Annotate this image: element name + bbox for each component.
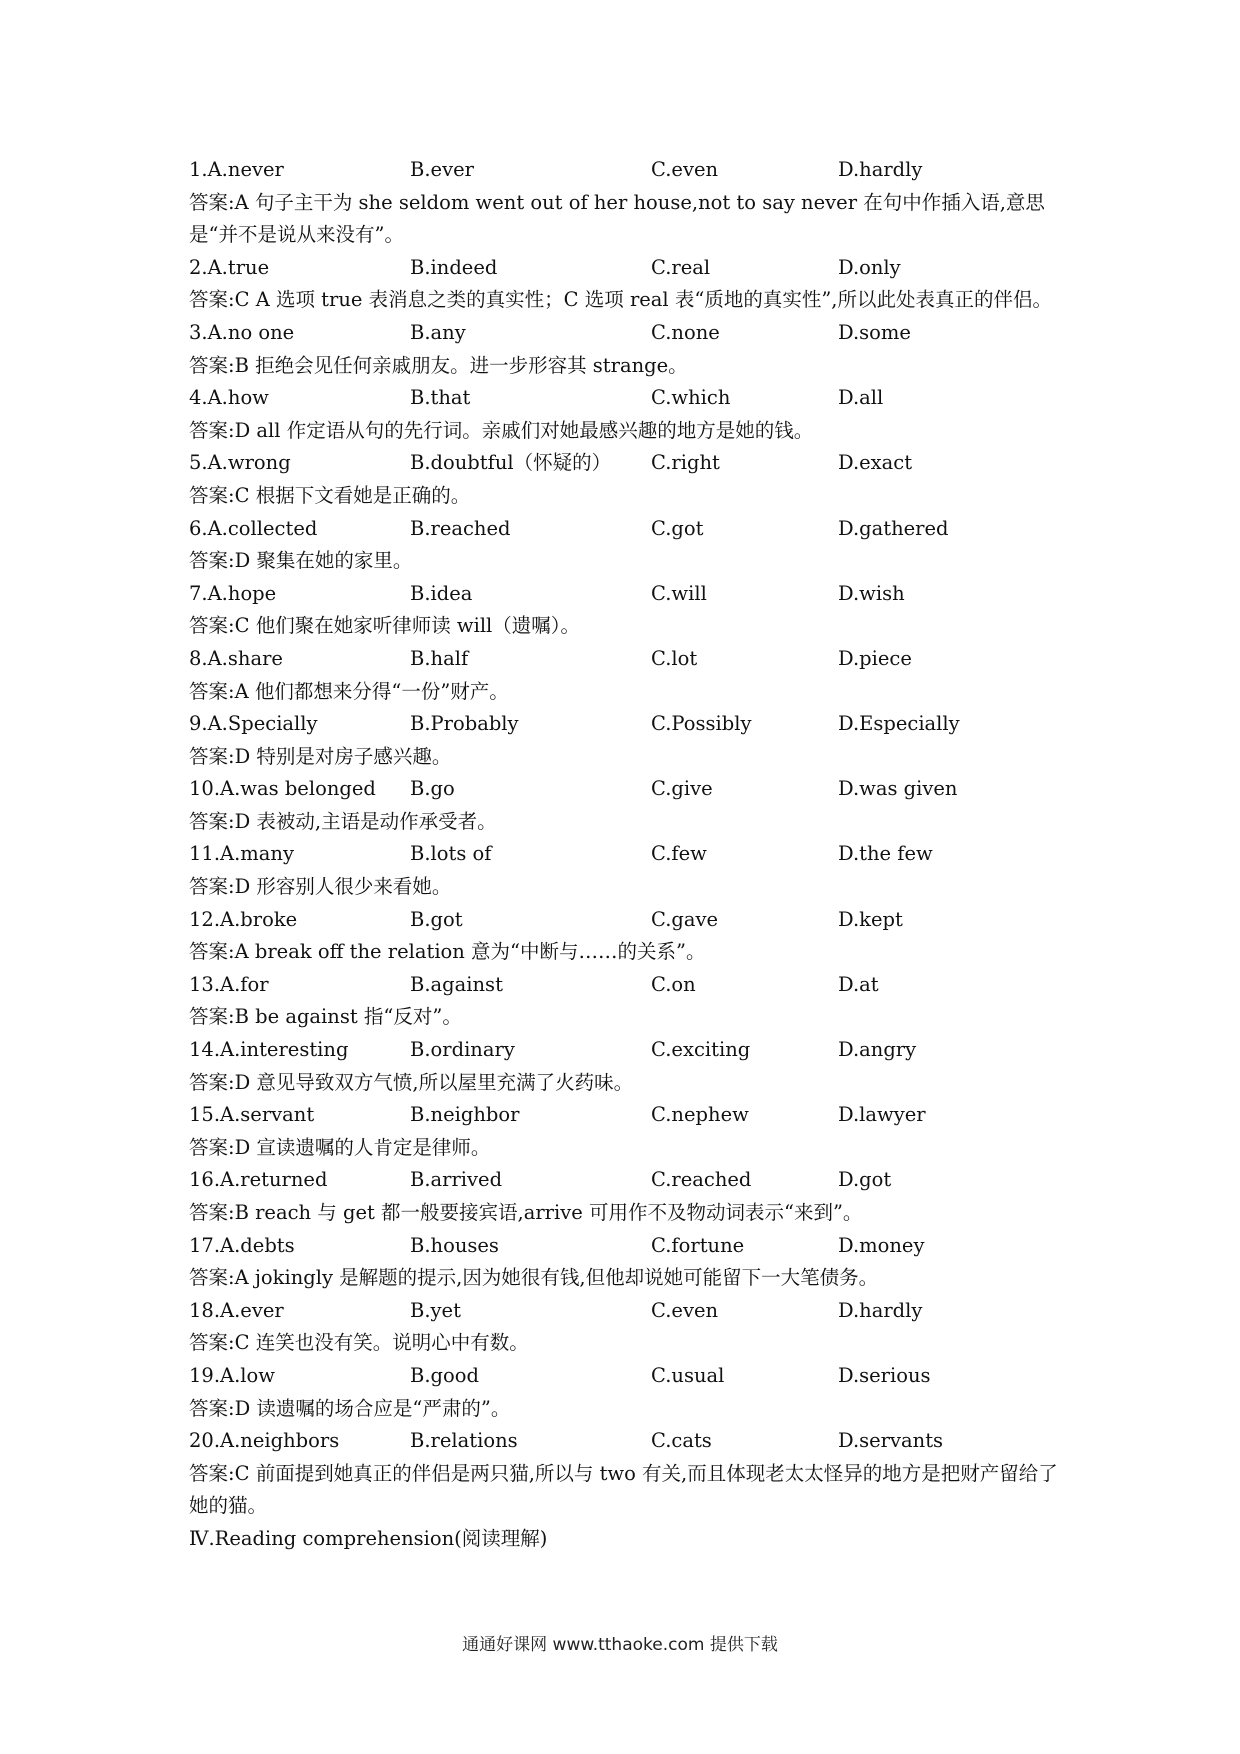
answer-explanation: 答案:C 连笑也没有笑。说明心中有数。 [189, 1331, 529, 1355]
option-a: 15.A.servant [189, 1103, 315, 1127]
option-a: 13.A.for [189, 972, 269, 996]
answer-explanation: 答案:C 根据下文看她是正确的。 [189, 483, 471, 507]
options-row [189, 252, 1069, 285]
options-row [189, 1099, 1069, 1132]
option-c: C.usual [651, 1363, 725, 1387]
option-a: 10.A.was belonged [189, 777, 376, 801]
options-row [189, 904, 1069, 937]
options-row [189, 1360, 1069, 1393]
question-list [189, 154, 1069, 1523]
option-a: 3.A.no one [189, 320, 295, 344]
answer-explanation: 答案:D all 作定语从句的先行词。亲戚们对她最感兴趣的地方是她的钱。 [189, 418, 814, 442]
option-a: 14.A.interesting [189, 1038, 349, 1062]
option-b: B.go [410, 777, 455, 801]
option-d: D.lawyer [838, 1103, 926, 1127]
option-d: D.was given [838, 777, 958, 801]
question-block [189, 513, 1069, 578]
document-body [189, 154, 1069, 1556]
option-a: 12.A.broke [189, 907, 298, 931]
option-c: C.got [651, 516, 704, 540]
page-footer: 通通好课网 www.tthaoke.com 提供下载 [462, 1635, 778, 1655]
question-block [189, 252, 1069, 317]
options-row [189, 1034, 1069, 1067]
option-b: B.ordinary [410, 1038, 515, 1062]
option-b: B.good [410, 1363, 479, 1387]
option-c: C.Possibly [651, 712, 752, 736]
question-block [189, 578, 1069, 643]
option-c: C.lot [651, 646, 698, 670]
option-a: 20.A.neighbors [189, 1429, 340, 1453]
option-c: C.none [651, 320, 720, 344]
answer-explanation: 答案:D 宣读遗嘱的人肯定是律师。 [189, 1135, 491, 1159]
option-a: 7.A.hope [189, 581, 277, 605]
options-row [189, 1230, 1069, 1263]
answer-explanation: 答案:C 他们聚在她家听律师读 will（遗嘱）。 [189, 614, 581, 638]
option-c: C.cats [651, 1429, 712, 1453]
options-row [189, 643, 1069, 676]
question-block [189, 382, 1069, 447]
option-d: D.serious [838, 1363, 931, 1387]
question-block [189, 317, 1069, 382]
option-c: C.real [651, 255, 711, 279]
option-d: D.hardly [838, 158, 923, 181]
option-d: D.servants [838, 1429, 944, 1453]
question-block [189, 708, 1069, 773]
option-c: C.even [651, 1298, 719, 1322]
answer-explanation: 答案:A 句子主干为 she seldom went out of her house,not to say never 在句中作插入语,意思是“并不是说从来没有”。 [189, 190, 1045, 247]
answer-explanation: 答案:A break off the relation 意为“中断与……的关系”。 [189, 940, 706, 964]
option-d: D.got [838, 1168, 892, 1192]
option-c: C.gave [651, 907, 719, 931]
question-block [189, 154, 1069, 252]
options-row [189, 708, 1069, 741]
options-row [189, 773, 1069, 806]
option-c: C.even [651, 158, 719, 181]
option-a: 17.A.debts [189, 1233, 295, 1257]
option-c: C.will [651, 581, 707, 605]
option-d: D.exact [838, 451, 913, 475]
option-b: B.yet [410, 1298, 461, 1322]
option-c: C.right [651, 451, 720, 475]
question-block [189, 1295, 1069, 1360]
answer-explanation: 答案:C 前面提到她真正的伴侣是两只猫,所以与 two 有关,而且体现老太太怪异的地方是把财产留给了她的猫。 [189, 1461, 1058, 1518]
answer-explanation: 答案:D 形容别人很少来看她。 [189, 875, 452, 899]
section-title: Ⅳ.Reading comprehension(阅读理解) [189, 1526, 548, 1550]
option-c: C.give [651, 777, 713, 801]
options-row [189, 1164, 1069, 1197]
option-a: 19.A.low [189, 1363, 275, 1387]
question-block [189, 838, 1069, 903]
option-d: D.piece [838, 646, 912, 670]
option-b: B.neighbor [410, 1103, 520, 1127]
answer-explanation: 答案:D 特别是对房子感兴趣。 [189, 744, 452, 768]
option-c: C.on [651, 972, 696, 996]
answer-explanation: 答案:D 聚集在她的家里。 [189, 549, 413, 573]
answer-explanation: 答案:A 他们都想来分得“一份”财产。 [189, 679, 509, 703]
options-row [189, 578, 1069, 611]
options-row [189, 1425, 1069, 1458]
options-row [189, 838, 1069, 871]
option-a: 4.A.how [189, 386, 269, 410]
question-block [189, 1425, 1069, 1523]
option-d: D.money [838, 1233, 925, 1257]
option-b: B.indeed [410, 255, 498, 279]
option-d: D.the few [838, 842, 933, 866]
answer-explanation: 答案:B be against 指“反对”。 [189, 1005, 462, 1029]
option-d: D.hardly [838, 1298, 923, 1322]
options-row [189, 154, 1069, 187]
option-b: B.ever [410, 158, 474, 181]
option-d: D.wish [838, 581, 905, 605]
option-a: 11.A.many [189, 842, 294, 866]
option-b: B.half [410, 646, 469, 670]
question-block [189, 969, 1069, 1034]
question-block [189, 1034, 1069, 1099]
answer-explanation: 答案:D 意见导致双方气愤,所以屋里充满了火药味。 [189, 1070, 634, 1094]
answer-explanation: 答案:A jokingly 是解题的提示,因为她很有钱,但他却说她可能留下一大笔债务。 [189, 1266, 879, 1290]
question-block [189, 447, 1069, 512]
option-b: B.arrived [410, 1168, 503, 1192]
option-d: D.kept [838, 907, 903, 931]
option-a: 8.A.share [189, 646, 283, 670]
option-c: C.fortune [651, 1233, 745, 1257]
option-b: B.that [410, 386, 471, 410]
option-a: 5.A.wrong [189, 451, 291, 475]
question-block [189, 1164, 1069, 1229]
option-a: 2.A.true [189, 255, 270, 279]
question-block [189, 904, 1069, 969]
option-b: B.any [410, 320, 466, 344]
answer-explanation: 答案:D 表被动,主语是动作承受者。 [189, 809, 497, 833]
option-b: B.against [410, 972, 503, 996]
options-row [189, 382, 1069, 415]
option-a: 18.A.ever [189, 1298, 284, 1322]
option-d: D.only [838, 255, 901, 279]
option-c: C.reached [651, 1168, 752, 1192]
options-row [189, 317, 1069, 350]
option-d: D.some [838, 320, 911, 344]
question-block [189, 773, 1069, 838]
option-d: D.Especially [838, 712, 960, 736]
question-block [189, 1099, 1069, 1164]
option-b: B.got [410, 907, 463, 931]
question-block [189, 643, 1069, 708]
options-row [189, 969, 1069, 1002]
option-a: 9.A.Specially [189, 712, 318, 736]
answer-explanation: 答案:B 拒绝会见任何亲戚朋友。进一步形容其 strange。 [189, 353, 688, 377]
answer-explanation: 答案:D 读遗嘱的场合应是“严肃的”。 [189, 1396, 511, 1420]
options-row [189, 447, 1069, 480]
option-a: 16.A.returned [189, 1168, 328, 1192]
option-b: B.houses [410, 1233, 499, 1257]
option-a: 6.A.collected [189, 516, 318, 540]
option-a: 1.A.never [189, 158, 284, 181]
answer-explanation: 答案:B reach 与 get 都一般要接宾语,arrive 可用作不及物动词表示“来到”。 [189, 1201, 863, 1224]
option-d: D.angry [838, 1038, 917, 1062]
option-b: B.doubtful（怀疑的） [410, 451, 612, 475]
answer-explanation: 答案:C A 选项 true 表消息之类的真实性；C 选项 real 表“质地的真实性”,所以此处表真正的伴侣。 [189, 288, 1052, 312]
option-c: C.few [651, 842, 707, 866]
option-d: D.at [838, 972, 879, 996]
question-block [189, 1230, 1069, 1295]
option-b: B.relations [410, 1429, 518, 1453]
question-block [189, 1360, 1069, 1425]
option-c: C.nephew [651, 1103, 749, 1127]
option-b: B.idea [410, 581, 473, 605]
option-d: D.gathered [838, 516, 949, 540]
option-c: C.which [651, 386, 731, 410]
option-b: B.Probably [410, 712, 519, 736]
option-d: D.all [838, 386, 884, 410]
options-row [189, 513, 1069, 546]
option-b: B.lots of [410, 842, 492, 866]
option-c: C.exciting [651, 1038, 751, 1062]
option-b: B.reached [410, 516, 511, 540]
options-row [189, 1295, 1069, 1328]
